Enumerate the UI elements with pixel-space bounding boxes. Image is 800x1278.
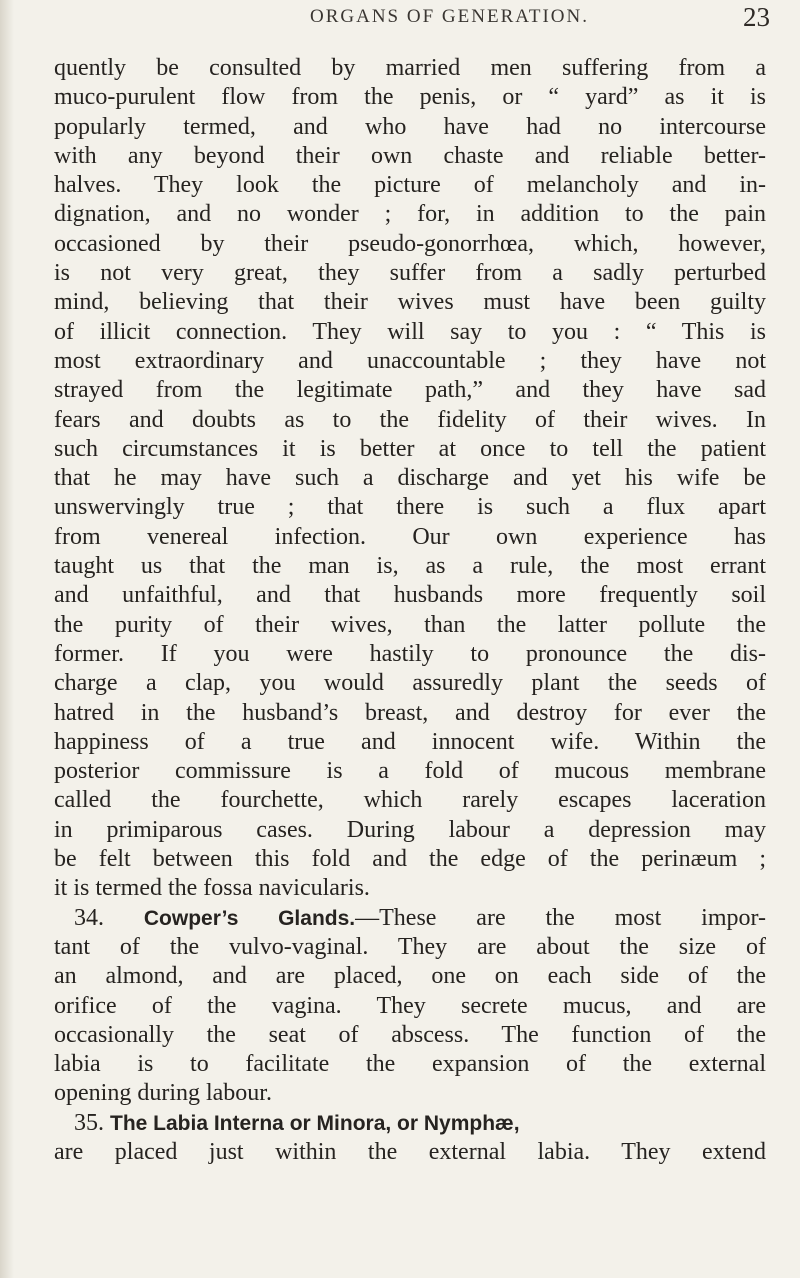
text-line: strayed from the legitimate path,” and they have sad (54, 377, 766, 404)
section-34-number: 34. (74, 904, 104, 931)
section-34-heading: Cowper’s Glands. (143, 906, 356, 930)
text-line: the purity of their wives, than the latter pollute the (54, 611, 766, 638)
section-34-first-line-text: —These are the most impor- (355, 904, 766, 931)
text-line: charge a clap, you would assuredly plant the seeds of (54, 670, 766, 697)
text-line: muco-purulent flow from the penis, or “ yard” as it is (54, 84, 766, 111)
page-gutter-shadow (0, 0, 14, 1278)
text-line: most extraordinary and unaccountable ; they have not (54, 347, 766, 374)
section-35-first-line (54, 1109, 766, 1138)
text-line: posterior commissure is a fold of mucous membrane (54, 758, 766, 785)
text-line: happiness of a true and innocent wife. Within the (54, 728, 766, 755)
text-line: such circumstances it is better at once to tell the patient (54, 435, 766, 462)
text-line: an almond, and are placed, one on each side of the (54, 963, 766, 990)
section-35-number: 35. (74, 1109, 104, 1136)
running-head (0, 2, 800, 42)
text-line: that he may have such a discharge and yet his wife be (54, 465, 766, 492)
text-line: unswervingly true ; that there is such a flux apart (54, 494, 766, 521)
text-line: quently be consulted by married men suffering from a (54, 55, 766, 81)
text-line: mind, believing that their wives must have been guilty (54, 289, 766, 316)
text-line: opening during labour. (54, 1080, 272, 1107)
text-line: with any beyond their own chaste and reliable better- (54, 142, 766, 169)
text-line: orifice of the vagina. They secrete mucus, and are (54, 992, 766, 1019)
text-line: it is termed the fossa navicularis. (54, 875, 370, 902)
text-line: former. If you were hastily to pronounce the dis- (54, 640, 766, 667)
page-number: 23 (743, 2, 770, 32)
text-line: tant of the vulvo-vaginal. They are about the size of (54, 933, 766, 960)
text-line: dignation, and no wonder ; for, in addition to the pain (54, 201, 766, 228)
text-line: in primiparous cases. During labour a depression may (54, 816, 766, 843)
text-line: hatred in the husband’s breast, and destroy for ever the (54, 699, 766, 726)
running-title: ORGANS OF GENERATION. (310, 6, 589, 27)
text-line: is not very great, they suffer from a sadly perturbed (54, 260, 766, 287)
text-line: fears and doubts as to the fidelity of their wives. In (54, 406, 766, 433)
text-line: from venereal infection. Our own experience has (54, 523, 766, 550)
text-line: called the fourchette, which rarely escapes laceration (54, 787, 766, 814)
text-line: taught us that the man is, as a rule, the most errant (54, 553, 766, 580)
text-line: occasionally the seat of abscess. The function of the (54, 1021, 766, 1048)
body-text (54, 54, 766, 1167)
text-line: occasioned by their pseudo-gonorrhœa, which, however, (54, 230, 766, 257)
text-line: halves. They look the picture of melancholy and in- (54, 172, 766, 199)
text-line: be felt between this fold and the edge of the perinæum ; (54, 846, 766, 873)
text-line: are placed just within the external labia. They extend (54, 1138, 766, 1165)
text-line: of illicit connection. They will say to you : “ This is (54, 318, 766, 345)
section-34-first-line (54, 904, 766, 933)
text-line: and unfaithful, and that husbands more frequently soil (54, 582, 766, 609)
text-line: popularly termed, and who have had no intercourse (54, 113, 766, 140)
text-line: labia is to facilitate the expansion of the external (54, 1051, 766, 1078)
section-35-heading: The Labia Interna or Minora, or Nymphæ, (110, 1111, 520, 1135)
